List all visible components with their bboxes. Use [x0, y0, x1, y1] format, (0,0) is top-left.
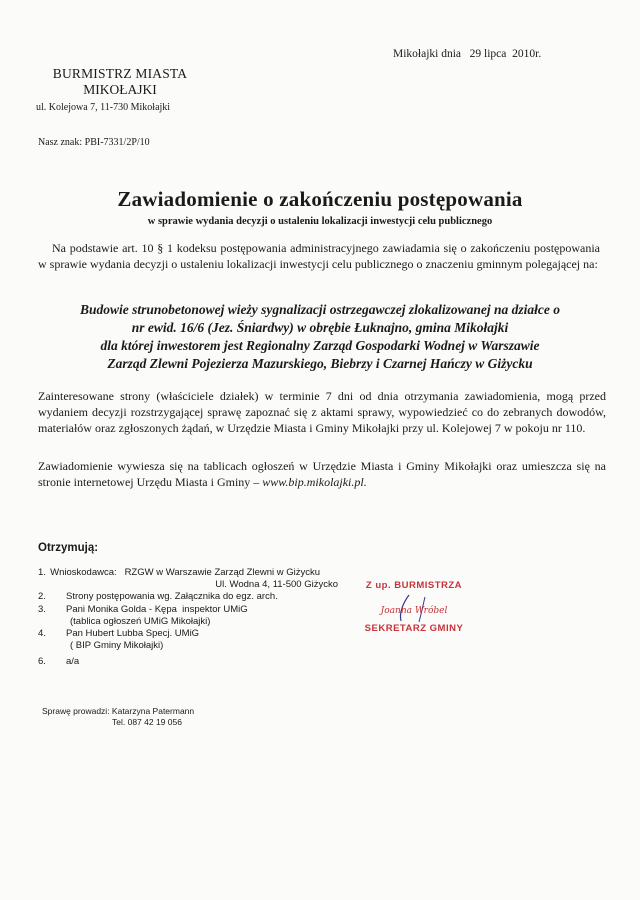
issuer-address: ul. Kolejowa 7, 11-730 Mikołajki	[36, 102, 171, 113]
subject-block	[30, 301, 610, 373]
subject-line: dla której inwestorem jest Regionalny Zarząd Gospodarki Wodnej w Warszawie	[100, 338, 540, 353]
stamp-line-authority: Z up. BURMISTRZA	[365, 580, 463, 591]
document-title: Zawiadomienie o zakończeniu postępowania	[117, 187, 523, 211]
subject-line: Budowie strunobetonowej wieży sygnalizacji ostrzegawczej zlokalizowanej na działce o	[79, 302, 561, 317]
recipient-line: Wnioskodawca: RZGW w Warszawie Zarząd Zlewni w Giżycku	[50, 567, 321, 578]
recipient-line: Pani Monika Golda - Kępa inspektor UMiG	[66, 603, 248, 615]
subject-line: nr ewid. 16/6 (Jez. Śniardwy) w obrębie Łuknajno, gmina Mikołajki	[131, 320, 509, 335]
recipient-line: Ul. Wodna 4, 11-500 Giżycko	[136, 579, 338, 591]
recipient-line: (tablica ogłoszeń UMiG Mikołajki)	[70, 615, 211, 627]
recipient-item	[38, 591, 338, 603]
prepared-by: Sprawę prowadzi: Katarzyna Patermann	[42, 706, 195, 716]
recipient-item	[38, 628, 338, 652]
bip-website: www.bip.mikolajki.pl.	[262, 475, 367, 489]
signature-name: Joanna Wróbel	[380, 606, 448, 616]
recipient-number: 6.	[38, 656, 46, 668]
recipient-number: 1.	[38, 567, 46, 578]
issuer-city: MIKOŁAJKI	[83, 82, 157, 97]
prepared-by-block	[42, 706, 194, 728]
recipients-list	[38, 567, 338, 669]
issuer-title: BURMISTRZ MIASTA	[52, 66, 188, 81]
recipient-number: 4.	[38, 628, 46, 640]
subject-line: Zarząd Zlewni Pojezierza Mazurskiego, Biebrzy i Czarnej Hańczy w Giżycku	[107, 356, 533, 371]
recipient-number: 3.	[38, 603, 46, 615]
recipient-line: a/a	[66, 656, 80, 668]
recipient-item	[38, 604, 338, 628]
parties-notice: Zainteresowane strony (właściciele działek) w terminie 7 dni od dnia otrzymania zawiadomienia, mogą przed wydaniem decyzji rozstrzygającej sprawę zapoznać się z aktami sprawy, wypowiedzieć co do zebranych dowodów, materiałów oraz zgłoszonych żądań, w Urzędzie Miasta i Gminy Mikołajki przy ul. Kolejowej 7 w pokoju nr 110.	[38, 389, 606, 435]
posting-text: Zawiadomienie wywiesza się na tablicach ogłoszeń w Urzędzie Miasta i Gminy Mikołajki oraz umieszcza się na stronie internetowej Urzędu Miasta i Gminy –	[38, 459, 606, 489]
recipient-line: ( BIP Gminy Mikołajki)	[70, 640, 164, 652]
document-subtitle: w sprawie wydania decyzji o ustaleniu lokalizacji inwestycji celu publicznego	[147, 216, 493, 227]
recipients-heading: Otrzymują:	[38, 542, 99, 554]
recipient-item	[38, 656, 338, 668]
posting-paragraph	[38, 458, 606, 490]
recipient-item	[38, 567, 338, 591]
recipient-line: Pan Hubert Lubba Specj. UMiG	[66, 628, 200, 640]
reference-number: Nasz znak: PBI-7331/2P/10	[38, 137, 150, 148]
place-date: Mikołajki dnia 29 lipca 2010r.	[393, 48, 542, 60]
issuer-block	[30, 66, 210, 113]
recipient-line: Strony postępowania wg. Załącznika do egz. arch.	[66, 591, 278, 603]
handwritten-signature-icon	[339, 593, 489, 623]
official-stamp	[334, 580, 494, 634]
stamp-line-title: SEKRETARZ GMINY	[364, 623, 464, 634]
intro-paragraph: Na podstawie art. 10 § 1 kodeksu postępowania administracyjnego zawiadamia się o zakończeniu postępowania w sprawie wydania decyzji o ustaleniu lokalizacji inwestycji celu publicznego o znaczeniu gminnym polegającej na:	[38, 241, 600, 271]
phone-number: Tel. 087 42 19 056	[112, 717, 182, 727]
recipient-number: 2.	[38, 591, 46, 603]
